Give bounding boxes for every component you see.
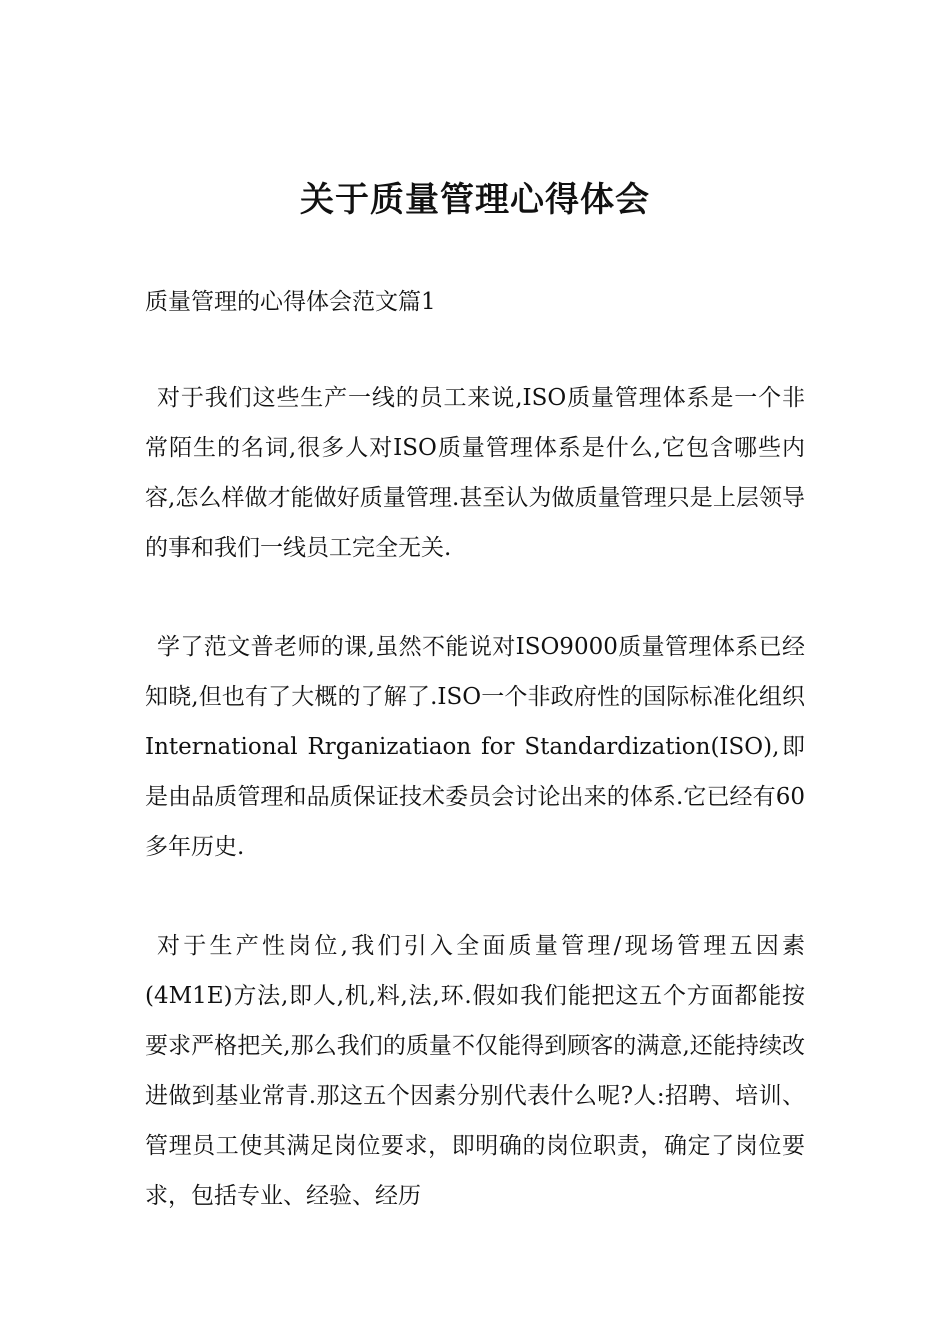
paragraph-1: 对于我们这些生产一线的员工来说,ISO质量管理体系是一个非常陌生的名词,很多人对ISO质量管理体系是什么,它包含哪些内容,怎么样做才能做好质量管理.甚至认为做质量管理只是上层领导的事和我们一线员工完全无关. — [145, 385, 805, 561]
document-subtitle: 质量管理的心得体会范文篇1 — [145, 289, 436, 315]
paragraph-3: 对于生产性岗位,我们引入全面质量管理/现场管理五因素(4M1E)方法,即人,机,料,法,环.假如我们能把这五个方面都能按要求严格把关,那么我们的质量不仅能得到顾客的满意,还能持续改进做到基业常青.那这五个因素分别代表什么呢?人:招聘、培训、管理员工使其满足岗位要求，即明确的岗位职责，确定了岗位要求，包括专业、经验、经历 — [145, 933, 805, 1209]
document-title: 关于质量管理心得体会 — [300, 180, 650, 220]
paragraph-2: 学了范文普老师的课,虽然不能说对ISO9000质量管理体系已经知晓,但也有了大概的了解了.ISO一个非政府性的国际标准化组织International Rrganizatiaon for Standardization(ISO),即是由品质管理和品质保证技术委员会讨论出来的体系.它已经有60多年历史. — [145, 634, 805, 860]
